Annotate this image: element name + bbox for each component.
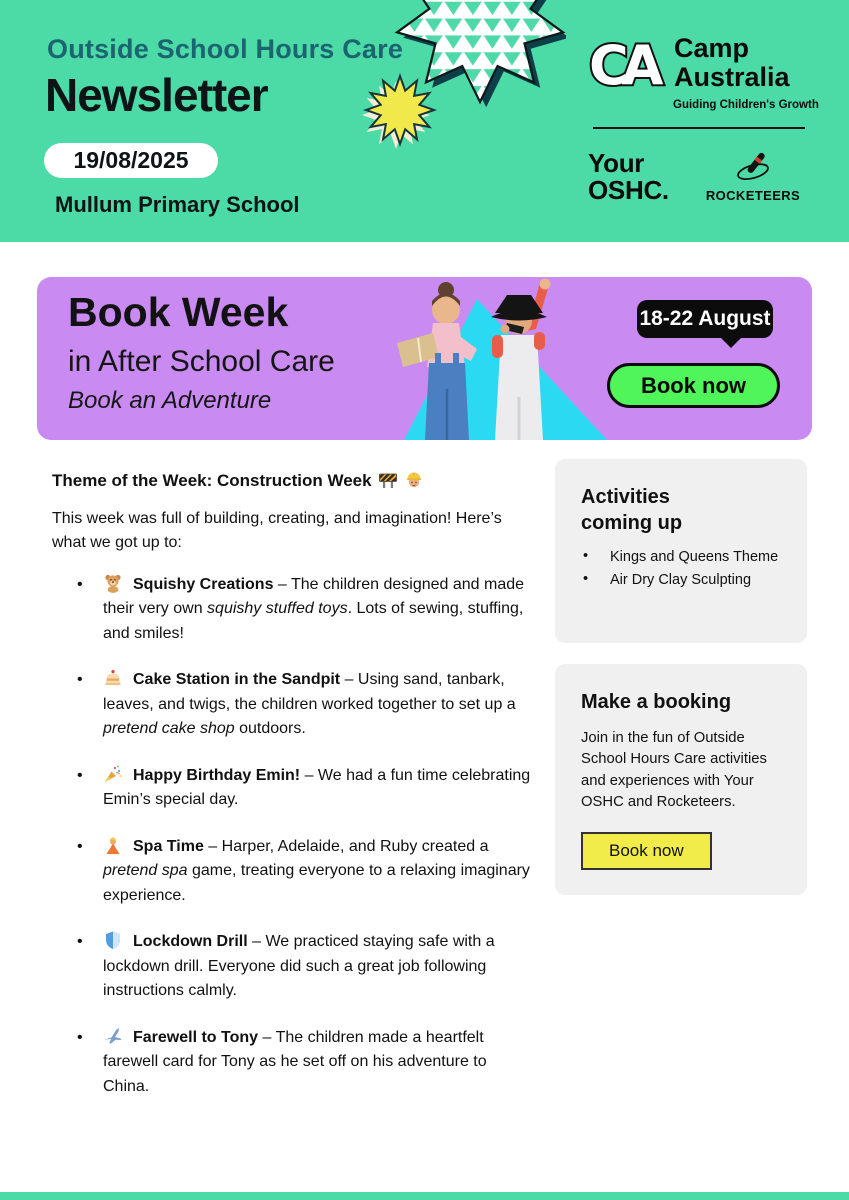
activities-heading-line1: Activities bbox=[581, 486, 670, 508]
camp-australia-name bbox=[674, 32, 790, 98]
bullet-text: Spa Time – Harper, Adelaide, and Ruby created a pretend spa game, treating everyone to a relaxing imaginary experience. bbox=[103, 837, 530, 904]
activities-list bbox=[581, 549, 781, 588]
main-column bbox=[52, 470, 536, 1121]
construction-sign-icon bbox=[378, 470, 398, 490]
bullet-marker: • bbox=[77, 933, 83, 951]
your-oshc-line1: Your bbox=[588, 148, 645, 178]
bullet-text: Happy Birthday Emin! – We had a fun time celebrating Emin’s special day. bbox=[103, 766, 531, 809]
booking-body: Join in the fun of Outside School Hours Care activities and experiences with Your OSHC and Rocketeers. bbox=[581, 730, 767, 811]
banner-book-now-button[interactable]: Book now bbox=[607, 363, 780, 408]
your-oshc-line2: OSHC. bbox=[588, 175, 669, 206]
list-item bbox=[581, 572, 781, 588]
banner-title: Book Week bbox=[68, 289, 289, 335]
svg-text:CA: CA bbox=[589, 34, 657, 97]
newsletter-bullet bbox=[52, 668, 536, 741]
construction-worker-icon bbox=[404, 470, 424, 490]
sidebar bbox=[555, 459, 807, 895]
list-item bbox=[581, 549, 781, 565]
banner-subtitle: in After School Care bbox=[68, 345, 335, 378]
newsletter-bullet bbox=[52, 1026, 536, 1099]
bullet-text: Farewell to Tony – The children made a heartfelt farewell card for Tony as he set off on his adventure to China. bbox=[103, 1028, 487, 1095]
activities-heading-line2: coming up bbox=[581, 512, 683, 534]
bullet-title: Squishy Creations bbox=[133, 576, 274, 593]
content-heading-icons bbox=[372, 471, 424, 490]
newsletter-bullet bbox=[52, 764, 536, 813]
camp-australia-logo bbox=[588, 32, 808, 98]
booking-heading: Make a booking bbox=[581, 691, 732, 713]
bullet-text: Squishy Creations – The children designed and made their very own squishy stuffed toys. Lots of sewing, stuffing, and smiles! bbox=[103, 576, 525, 642]
cake-slice-icon bbox=[103, 668, 123, 688]
list-item-label: Air Dry Clay Sculpting bbox=[610, 572, 752, 588]
bullet-title: Farewell to Tony bbox=[133, 1028, 259, 1046]
newsletter-bullet bbox=[52, 835, 536, 908]
bullet-marker: • bbox=[77, 576, 83, 593]
bullet-list bbox=[52, 573, 536, 1099]
header-eyebrow: Outside School Hours Care bbox=[47, 34, 404, 64]
banner-tagline: Book an Adventure bbox=[68, 387, 272, 414]
bullet-marker: • bbox=[583, 571, 589, 587]
camp-australia-monogram-icon bbox=[588, 32, 666, 98]
bullet-marker: • bbox=[77, 837, 83, 855]
bullet-marker: • bbox=[77, 671, 83, 689]
content-heading bbox=[52, 470, 536, 491]
date-pill: 19/08/2025 bbox=[44, 143, 218, 178]
footer-bar bbox=[0, 1192, 849, 1200]
brand-divider bbox=[593, 127, 805, 129]
bullet-text: Lockdown Drill – We practiced staying safe with a lockdown drill. Everyone did such a great job following instructions calmly. bbox=[103, 933, 495, 1000]
header bbox=[0, 0, 849, 242]
starburst-icon bbox=[361, 71, 439, 149]
content-intro: This week was full of building, creating, and imagination! Here’s what we got up to: bbox=[52, 510, 502, 551]
spa-person-icon bbox=[103, 835, 123, 855]
children-photo bbox=[389, 277, 619, 440]
party-popper-icon bbox=[103, 764, 123, 784]
bullet-title: Spa Time bbox=[133, 837, 204, 855]
list-item-label: Kings and Queens Theme bbox=[610, 549, 779, 565]
airplane-icon bbox=[103, 1026, 123, 1046]
rocket-icon bbox=[729, 148, 777, 188]
rocketeers-label: ROCKETEERS bbox=[705, 188, 801, 203]
teddy-bear-icon bbox=[103, 573, 123, 593]
bullet-text: Cake Station in the Sandpit – Using sand, tanbark, leaves, and twigs, the children worked together to set up a pretend cake shop outdoors. bbox=[103, 671, 516, 738]
activities-box bbox=[555, 459, 807, 643]
brand-name-line1: Camp bbox=[674, 33, 750, 63]
brand-name-line2: Australia bbox=[674, 61, 790, 92]
newsletter-bullet bbox=[52, 930, 536, 1003]
your-oshc-logo bbox=[588, 150, 669, 205]
bullet-marker: • bbox=[583, 548, 589, 564]
booking-book-now-button[interactable]: Book now bbox=[581, 832, 712, 870]
bullet-marker: • bbox=[77, 766, 83, 784]
activities-heading bbox=[581, 484, 781, 536]
content-heading-text: Theme of the Week: Construction Week bbox=[52, 471, 372, 490]
bullet-marker: • bbox=[77, 1028, 83, 1046]
school-name: Mullum Primary School bbox=[55, 192, 300, 217]
newsletter-bullet bbox=[52, 573, 536, 646]
booking-box bbox=[555, 664, 807, 895]
shield-icon bbox=[103, 930, 123, 950]
book-week-banner bbox=[37, 277, 812, 440]
bullet-title: Lockdown Drill bbox=[133, 933, 248, 951]
date-range-badge: 18-22 August bbox=[637, 300, 773, 338]
bullet-title: Happy Birthday Emin! bbox=[133, 766, 301, 784]
page-title: Newsletter bbox=[45, 69, 268, 121]
bullet-title: Cake Station in the Sandpit bbox=[133, 671, 341, 689]
brand-tagline: Guiding Children's Growth bbox=[673, 99, 819, 111]
rocketeers-logo bbox=[698, 148, 808, 203]
